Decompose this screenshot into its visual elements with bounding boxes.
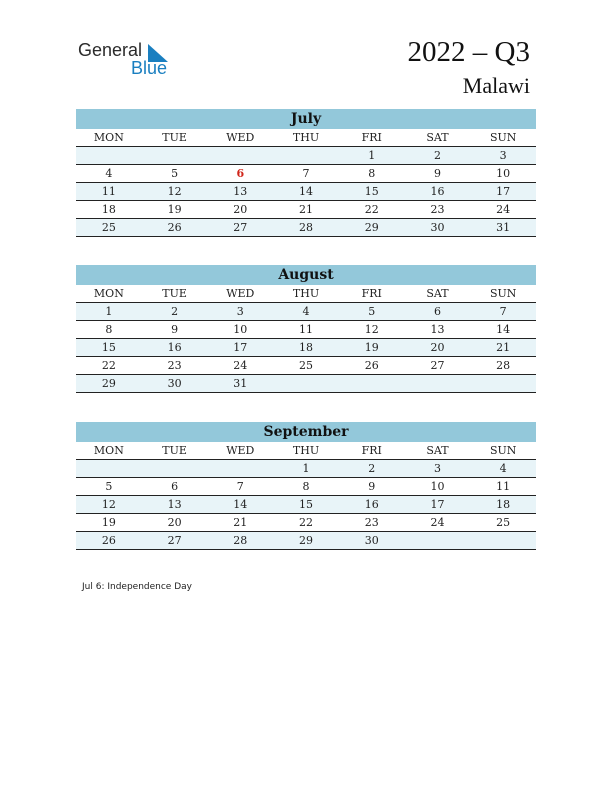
day-cell	[273, 147, 339, 164]
day-cell: 1	[105, 305, 113, 318]
weekday-label: SAT	[426, 131, 449, 144]
day-cell	[405, 375, 471, 392]
weekday-label: MON	[93, 131, 124, 144]
day-cell: 8	[302, 480, 310, 493]
day-cell: 21	[233, 516, 248, 529]
day-cell: 8	[105, 323, 113, 336]
day-cell: 2	[171, 305, 179, 318]
day-cell: 12	[101, 498, 116, 511]
day-cell: 19	[364, 341, 379, 354]
day-cell: 21	[496, 341, 511, 354]
day-cell: 9	[433, 167, 441, 180]
day-cell: 27	[233, 221, 248, 234]
day-cell: 3	[499, 149, 507, 162]
day-cell: 18	[496, 498, 511, 511]
day-cell	[207, 460, 273, 477]
day-cell: 22	[364, 203, 379, 216]
week-row	[76, 201, 536, 219]
weekday-label: TUE	[162, 287, 187, 300]
day-cell: 31	[496, 221, 511, 234]
week-row	[76, 321, 536, 339]
day-cell: 11	[496, 480, 511, 493]
weekday-label: FRI	[361, 287, 382, 300]
day-cell: 31	[233, 377, 248, 390]
week-row	[76, 183, 536, 201]
month-table-july	[76, 109, 536, 237]
day-cell: 5	[171, 167, 179, 180]
day-cell: 11	[101, 185, 116, 198]
day-cell: 17	[496, 185, 511, 198]
day-cell: 6	[171, 480, 179, 493]
day-cell: 22	[299, 516, 314, 529]
day-cell: 8	[368, 167, 376, 180]
day-cell: 3	[236, 305, 244, 318]
month-table-august	[76, 265, 536, 393]
weekday-label: MON	[93, 287, 124, 300]
weekday-header-row	[76, 285, 536, 303]
weekday-label: SAT	[426, 444, 449, 457]
day-cell: 14	[233, 498, 248, 511]
week-row	[76, 478, 536, 496]
day-cell	[142, 460, 208, 477]
week-row	[76, 219, 536, 237]
day-cell: 14	[299, 185, 314, 198]
day-cell: 30	[430, 221, 445, 234]
day-cell: 9	[368, 480, 376, 493]
day-cell: 20	[167, 516, 182, 529]
week-row	[76, 496, 536, 514]
week-row	[76, 339, 536, 357]
weekday-label: TUE	[162, 444, 187, 457]
day-cell: 16	[364, 498, 379, 511]
day-cell: 4	[302, 305, 310, 318]
page-title: 2022 – Q3	[407, 36, 530, 68]
day-cell	[339, 375, 405, 392]
day-cell: 27	[167, 534, 182, 547]
week-row	[76, 375, 536, 393]
day-cell	[470, 532, 536, 549]
country-name: Malawi	[462, 73, 530, 98]
weekday-label: SAT	[426, 287, 449, 300]
month-title: July	[76, 109, 536, 129]
weekday-label: FRI	[361, 444, 382, 457]
day-cell	[273, 375, 339, 392]
day-cell: 4	[105, 167, 113, 180]
day-cell: 15	[101, 341, 116, 354]
week-row	[76, 357, 536, 375]
day-cell	[142, 147, 208, 164]
holiday-note: Jul 6: Independence Day	[82, 582, 192, 592]
week-row	[76, 147, 536, 165]
day-cell: 22	[101, 359, 116, 372]
day-cell: 2	[368, 462, 376, 475]
day-cell: 10	[430, 480, 445, 493]
day-cell: 21	[299, 203, 314, 216]
weekday-label: TUE	[162, 131, 187, 144]
generalblue-logo	[78, 40, 178, 80]
day-cell: 16	[430, 185, 445, 198]
day-cell: 5	[368, 305, 376, 318]
weekday-label: MON	[93, 444, 124, 457]
day-cell: 27	[430, 359, 445, 372]
day-cell: 28	[233, 534, 248, 547]
day-cell: 20	[233, 203, 248, 216]
day-cell: 4	[499, 462, 507, 475]
day-cell: 2	[433, 149, 441, 162]
weekday-label: SUN	[489, 287, 517, 300]
day-cell: 15	[364, 185, 379, 198]
day-cell	[470, 375, 536, 392]
day-cell: 30	[364, 534, 379, 547]
weekday-label: SUN	[489, 131, 517, 144]
day-cell: 12	[364, 323, 379, 336]
holiday-day-cell: 6	[236, 167, 245, 180]
day-cell: 15	[299, 498, 314, 511]
day-cell: 17	[430, 498, 445, 511]
day-cell: 23	[167, 359, 182, 372]
week-row	[76, 303, 536, 321]
day-cell: 19	[101, 516, 116, 529]
day-cell: 26	[364, 359, 379, 372]
weekday-label: THU	[292, 444, 320, 457]
month-table-september	[76, 422, 536, 550]
day-cell: 13	[233, 185, 248, 198]
day-cell: 24	[233, 359, 248, 372]
day-cell: 28	[496, 359, 511, 372]
day-cell: 18	[299, 341, 314, 354]
day-cell: 29	[364, 221, 379, 234]
day-cell: 7	[499, 305, 507, 318]
weekday-label: THU	[292, 287, 320, 300]
day-cell: 6	[433, 305, 441, 318]
day-cell	[405, 532, 471, 549]
day-cell: 25	[496, 516, 511, 529]
logo-text-blue: Blue	[131, 58, 168, 78]
day-cell	[76, 460, 142, 477]
day-cell: 1	[302, 462, 310, 475]
day-cell: 25	[299, 359, 314, 372]
day-cell: 10	[496, 167, 511, 180]
day-cell: 11	[299, 323, 314, 336]
logo-text-general: General	[78, 40, 143, 60]
weekday-header-row	[76, 442, 536, 460]
day-cell: 24	[496, 203, 511, 216]
day-cell: 29	[101, 377, 116, 390]
day-cell: 13	[167, 498, 182, 511]
month-title: August	[76, 265, 536, 285]
day-cell: 17	[233, 341, 248, 354]
day-cell: 24	[430, 516, 445, 529]
day-cell	[76, 147, 142, 164]
day-cell: 9	[171, 323, 179, 336]
day-cell: 7	[302, 167, 310, 180]
day-cell: 3	[433, 462, 441, 475]
day-cell: 23	[430, 203, 445, 216]
weekday-label: WED	[226, 131, 255, 144]
day-cell	[207, 147, 273, 164]
day-cell: 26	[167, 221, 182, 234]
weekday-label: WED	[226, 444, 255, 457]
week-row	[76, 165, 536, 183]
weekday-label: THU	[292, 131, 320, 144]
day-cell: 25	[101, 221, 116, 234]
week-row	[76, 460, 536, 478]
day-cell: 23	[364, 516, 379, 529]
day-cell: 13	[430, 323, 445, 336]
month-title: September	[76, 422, 536, 442]
day-cell: 10	[233, 323, 248, 336]
day-cell: 28	[299, 221, 314, 234]
day-cell: 30	[167, 377, 182, 390]
day-cell: 29	[299, 534, 314, 547]
day-cell: 12	[167, 185, 182, 198]
day-cell: 18	[101, 203, 116, 216]
day-cell: 5	[105, 480, 113, 493]
weekday-header-row	[76, 129, 536, 147]
day-cell: 20	[430, 341, 445, 354]
week-row	[76, 514, 536, 532]
day-cell: 16	[167, 341, 182, 354]
day-cell: 14	[496, 323, 511, 336]
weekday-label: FRI	[361, 131, 382, 144]
day-cell: 26	[101, 534, 116, 547]
day-cell: 1	[368, 149, 376, 162]
day-cell: 19	[167, 203, 182, 216]
weekday-label: SUN	[489, 444, 517, 457]
week-row	[76, 532, 536, 550]
weekday-label: WED	[226, 287, 255, 300]
day-cell: 7	[236, 480, 244, 493]
